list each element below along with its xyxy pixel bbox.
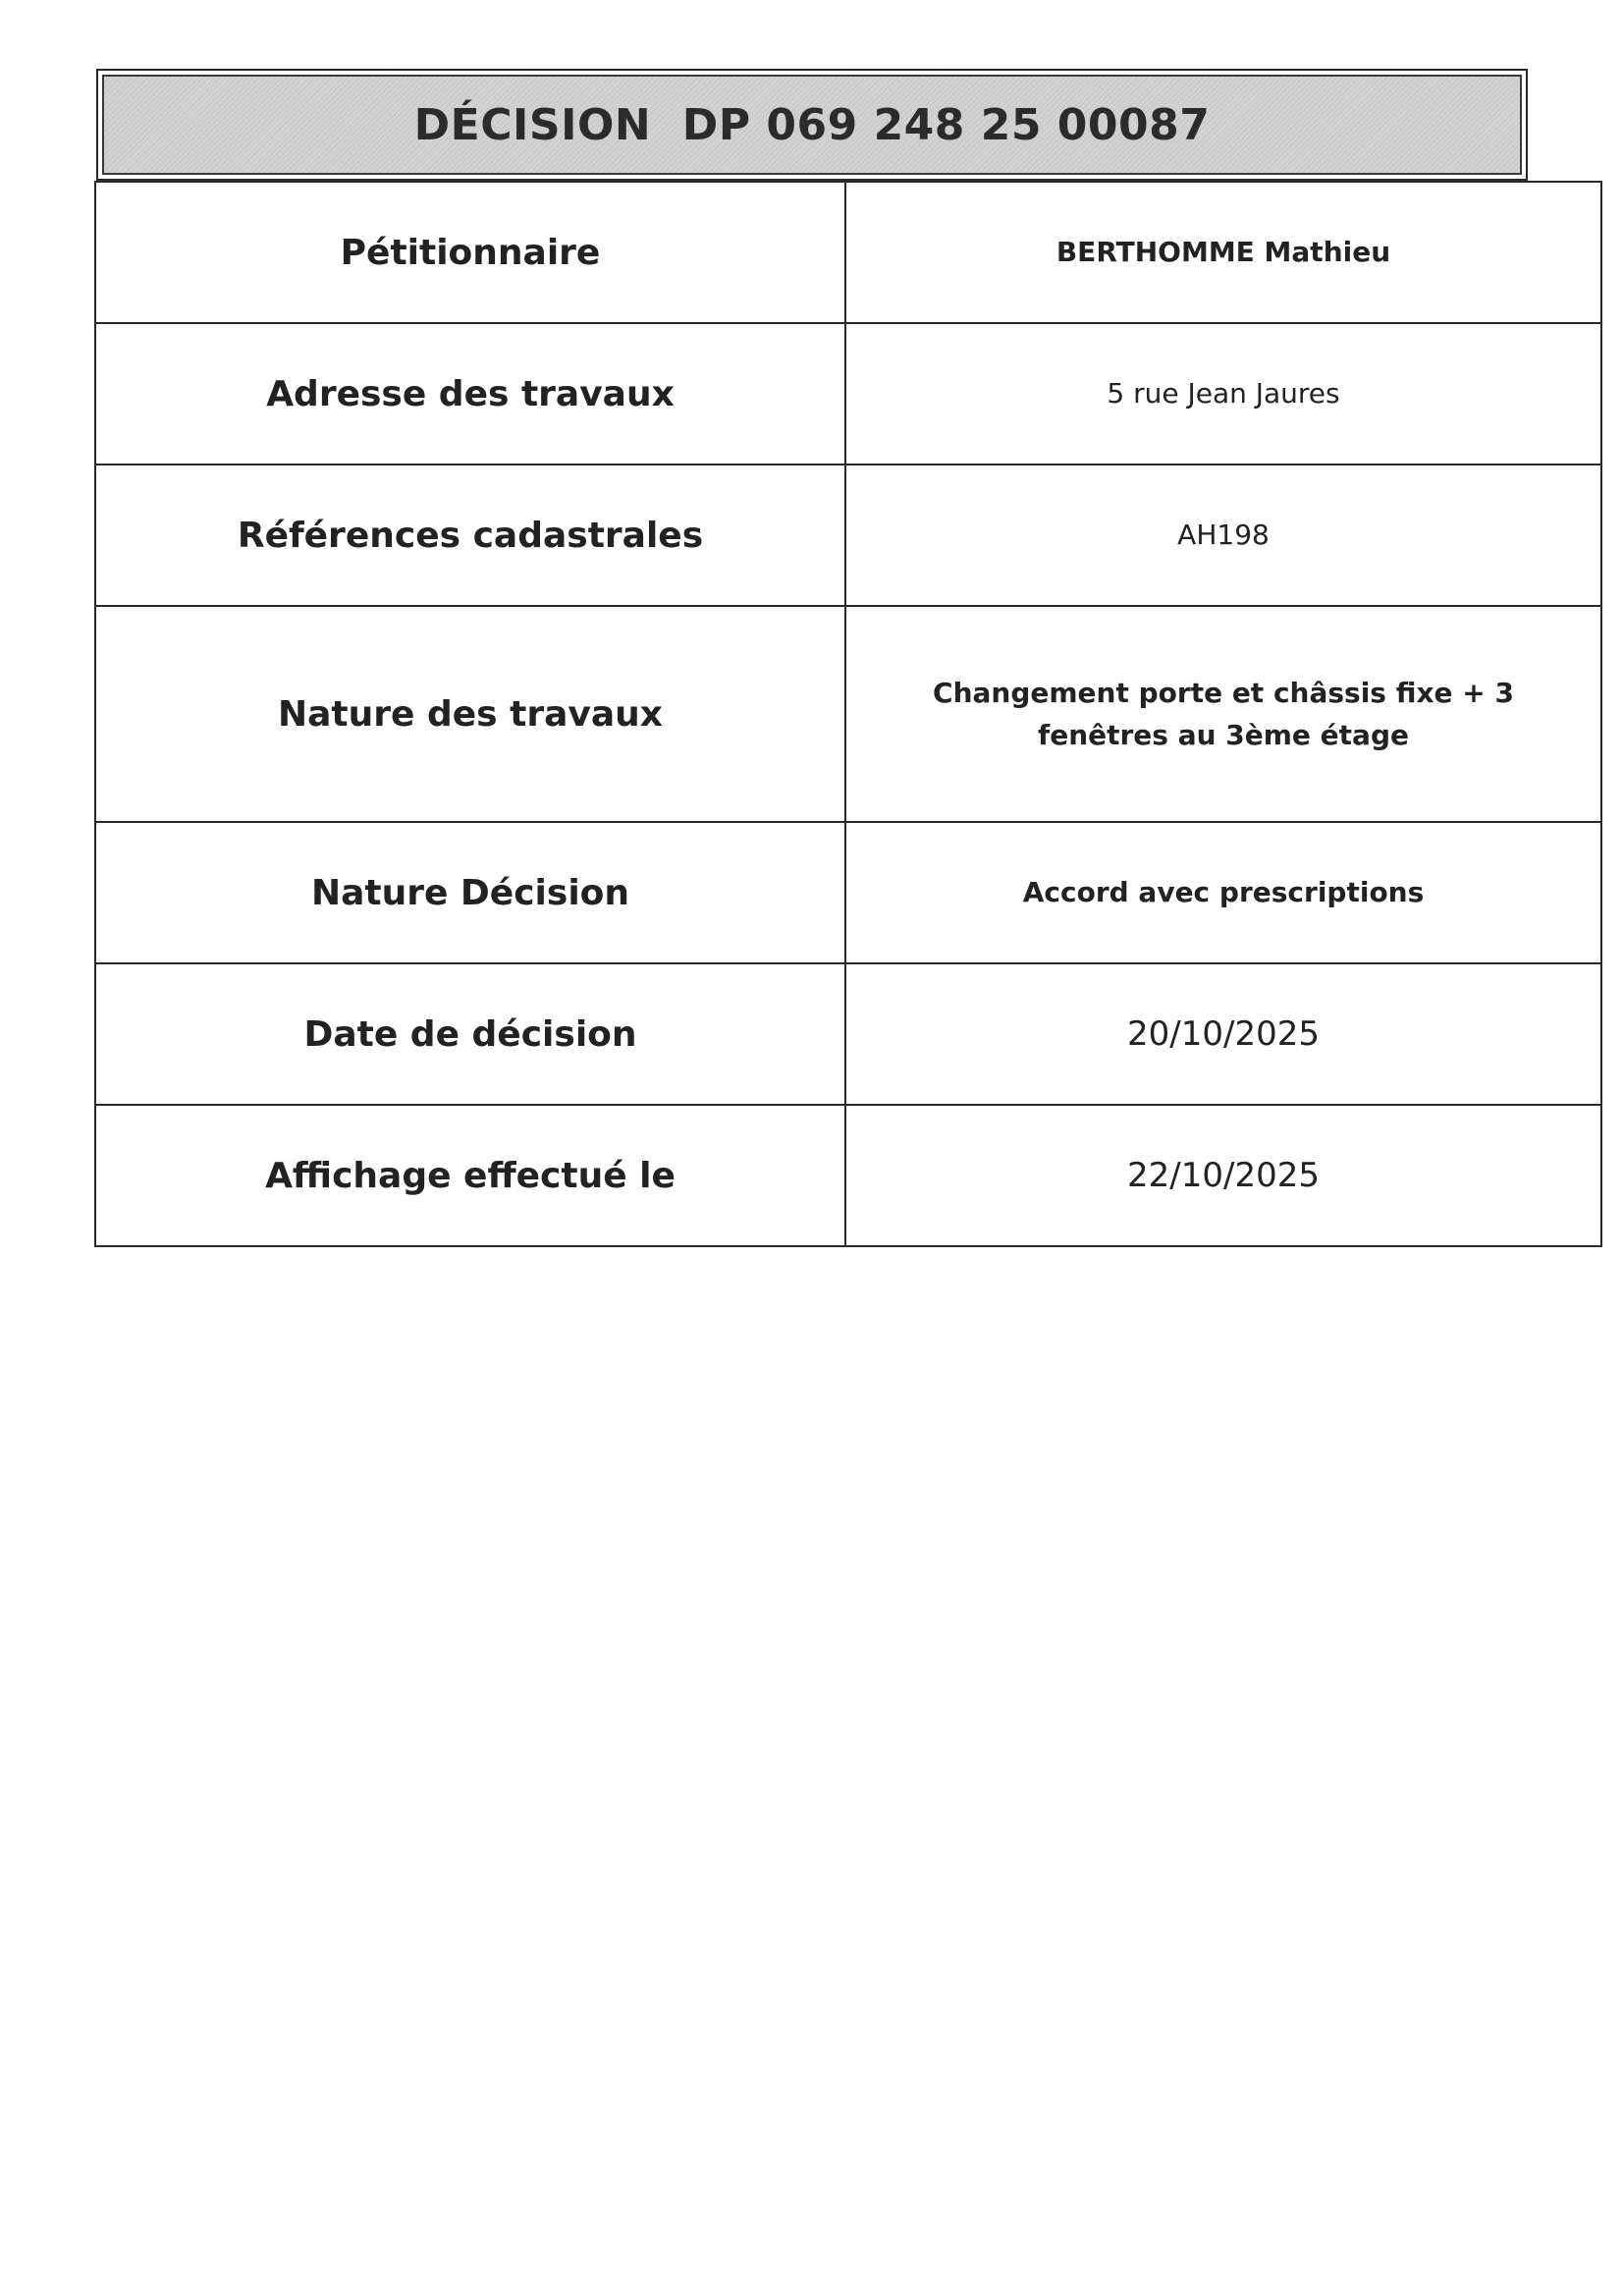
row-label: Adresse des travaux [95, 323, 845, 465]
decision-title-banner [96, 69, 1528, 181]
row-value: Changement porte et châssis fixe + 3 fenêtres au 3ème étage [845, 606, 1601, 822]
row-value: BERTHOMME Mathieu [845, 182, 1601, 323]
row-label: Pétitionnaire [95, 182, 845, 323]
decision-title-inner [102, 75, 1522, 175]
row-label: Date de décision [95, 963, 845, 1105]
table-row-petitionnaire [95, 182, 1601, 323]
row-label: Nature Décision [95, 822, 845, 963]
row-label: Références cadastrales [95, 465, 845, 606]
table-row-date-decision [95, 963, 1601, 1105]
row-label: Nature des travaux [95, 606, 845, 822]
row-value: Accord avec prescriptions [845, 822, 1601, 963]
table-row-references [95, 465, 1601, 606]
row-value: AH198 [845, 465, 1601, 606]
row-value: 22/10/2025 [845, 1105, 1601, 1246]
row-value: 5 rue Jean Jaures [845, 323, 1601, 465]
row-label: Affichage effectué le [95, 1105, 845, 1246]
decision-info-table [94, 181, 1602, 1247]
table-row-adresse [95, 323, 1601, 465]
decision-title: DÉCISION DP 069 248 25 00087 [413, 99, 1211, 150]
table-row-nature-decision [95, 822, 1601, 963]
table-row-nature-travaux [95, 606, 1601, 822]
table-row-affichage [95, 1105, 1601, 1246]
row-value: 20/10/2025 [845, 963, 1601, 1105]
